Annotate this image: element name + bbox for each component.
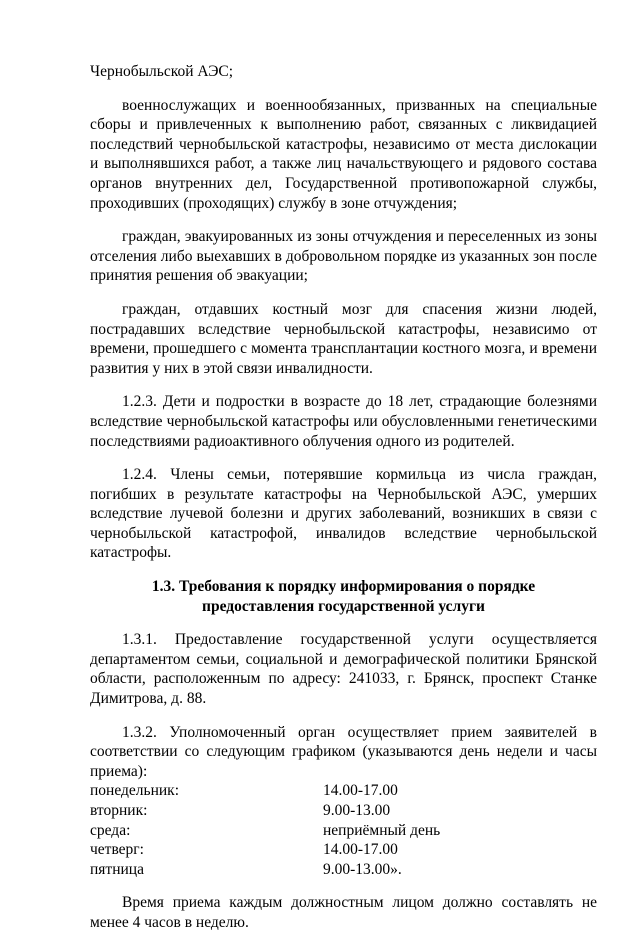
- schedule-time: 14.00-17.00: [323, 782, 398, 800]
- schedule-row: [90, 840, 597, 860]
- section-heading-line-2: предоставления государственной услуги: [202, 597, 485, 615]
- schedule-day: среда:: [90, 821, 131, 839]
- schedule-day: четверг:: [90, 841, 144, 859]
- schedule-row: [90, 860, 597, 880]
- paragraph-1-2-3: 1.2.3. Дети и подростки в возрасте до 18 лет, страдающие болезнями вследствие чернобыльской катастрофы или обусловленными генетическими последствиями радиоактивного облучения одного из родителей.: [90, 393, 597, 450]
- paragraph-reception-time: Время приема каждым должностным лицом должно составлять не менее 4 часов в неделю.: [90, 894, 597, 931]
- schedule-time: 9.00-13.00: [323, 802, 391, 819]
- schedule-day: понедельник:: [90, 782, 180, 800]
- schedule-row: [90, 821, 597, 841]
- paragraph-chernobyl-aes: Чернобыльской АЭС;: [90, 63, 234, 80]
- paragraph-military: военнослужащих и военнообязанных, призванных на специальные сборы и привлеченных к выполнению работ, связанных с ликвидацией последствий чернобыльской катастрофы, независимо от места дислокации и выполнявшихся работ, а также лиц начальствующего и рядового состава органов внутренних дел, Государственной противопожарной службы, проходивших (проходящих) службу в зоне отчуждения;: [90, 96, 597, 212]
- paragraph-evacuated: граждан, эвакуированных из зоны отчуждения и переселенных из зоны отселения либо выехавших в добровольном порядке из указанных зон после принятия решения об эвакуации;: [90, 228, 597, 285]
- schedule-time: 9.00-13.00».: [323, 860, 402, 878]
- schedule-day: пятница: [90, 860, 144, 878]
- section-heading-line-1: 1.3. Требования к порядку информирования о порядке: [151, 578, 536, 596]
- schedule-row: [90, 781, 597, 801]
- section-heading: [90, 577, 597, 616]
- paragraph-1-2-4: 1.2.4. Члены семьи, потерявшие кормильца из числа граждан, погибших в результате катастрофы на Чернобыльской АЭС, умерших вследствие лучевой болезни и других заболеваний, возникших в связи с чернобыльской катастрофой, инвалидов вследствие чернобыльской катастрофы.: [90, 466, 597, 562]
- schedule-time: 14.00-17.00: [323, 841, 398, 859]
- paragraph-1-3-2: 1.3.2. Уполномоченный орган осуществляет прием заявителей в соответствии со следующим графиком (указываются день недели и часы приема):: [90, 723, 597, 780]
- schedule-day: вторник:: [90, 802, 148, 819]
- schedule-time: неприёмный день: [323, 821, 441, 839]
- reception-schedule: [90, 781, 597, 879]
- document-body: [90, 62, 597, 933]
- paragraph-1-3-1: 1.3.1. Предоставление государственной услуги осуществляется департаментом семьи, социальной и демографической политики Брянской области, расположенным по адресу: 241033, г. Брянск, проспект Станке Димитрова, д. 88.: [90, 631, 597, 708]
- schedule-row: [90, 801, 597, 821]
- paragraph-bone-marrow: граждан, отдавших костный мозг для спасения жизни людей, пострадавших вследствие чернобыльской катастрофы, независимо от времени, прошедшего с момента трансплантации костного мозга, и времени развития у них в этой связи инвалидности.: [90, 300, 597, 377]
